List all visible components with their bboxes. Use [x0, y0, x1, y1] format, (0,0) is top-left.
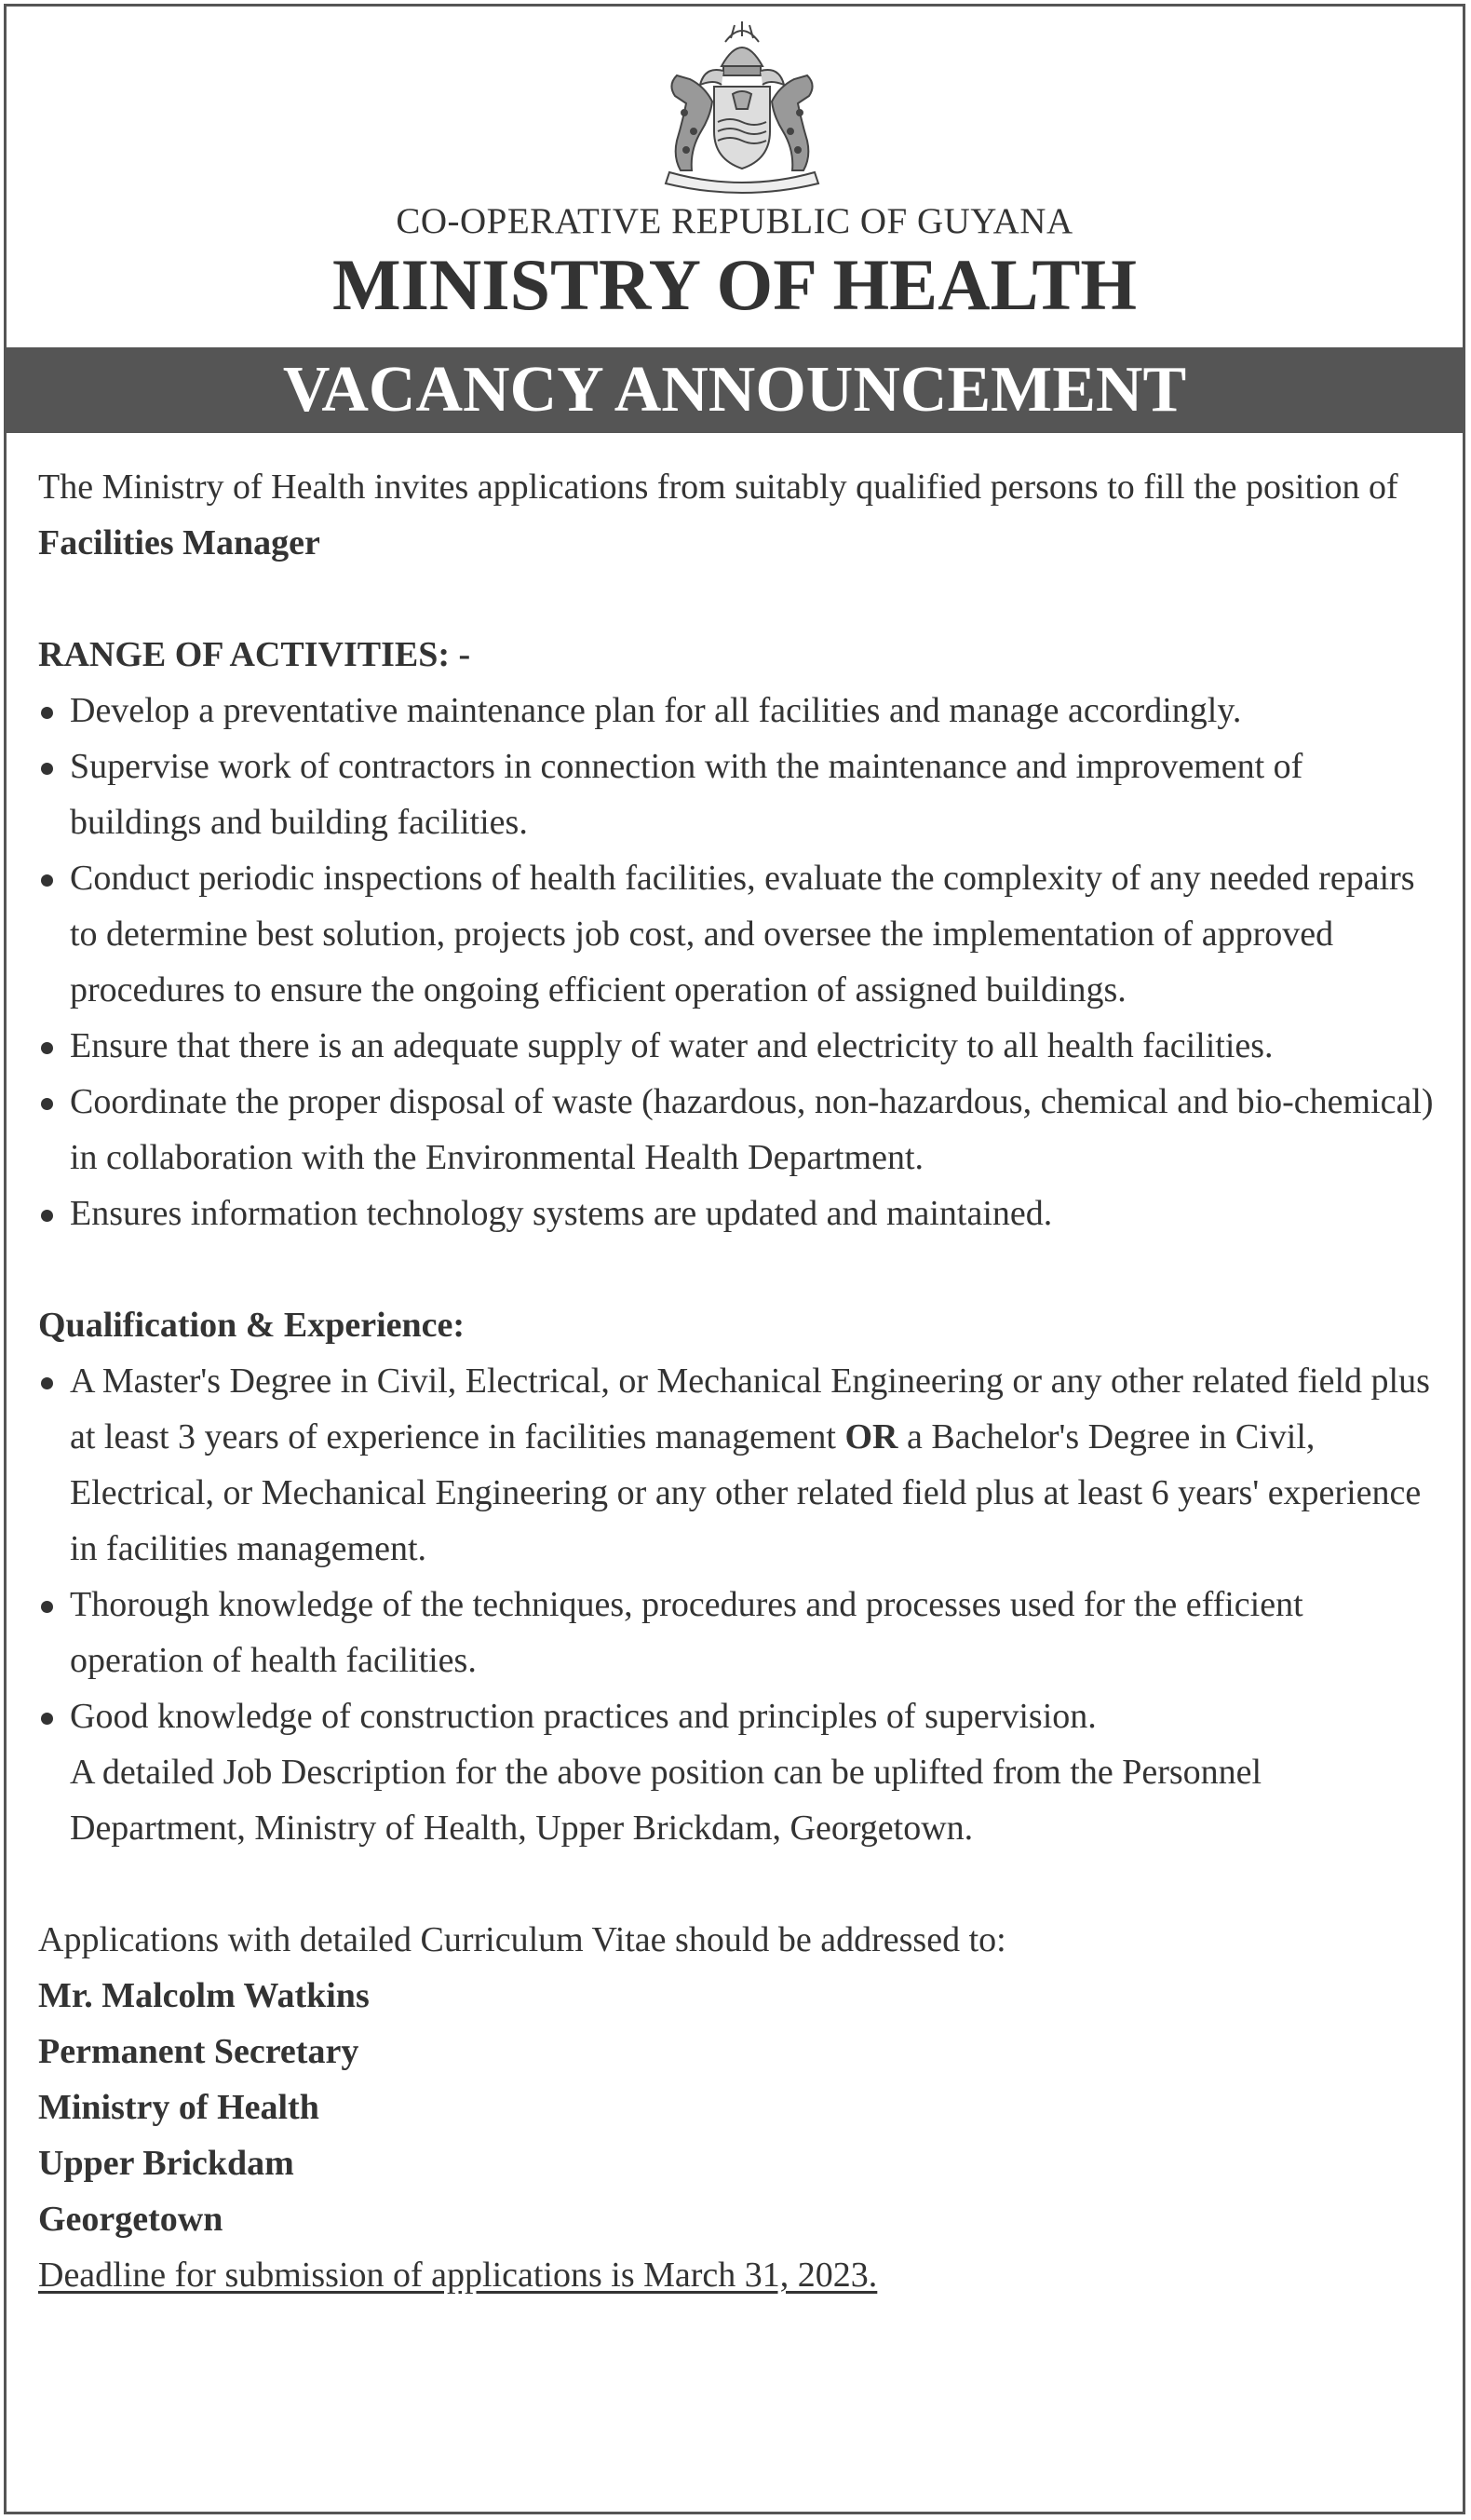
qualification-text: A Master's Degree in Civil, Electrical, or Mechanical Engineering or any other related field plus at least 3 years of experience in facilities management — [70, 1362, 1430, 1456]
list-item: Ensure that there is an adequate supply of water and electricity to all health facilities. — [38, 1018, 1435, 1074]
list-item: Supervise work of contractors in connection with the maintenance and improvement of buildings and building facilities. — [38, 738, 1435, 850]
addressee-title: Permanent Secretary — [38, 2032, 359, 2071]
list-item: Thorough knowledge of the techniques, procedures and processes used for the efficient operation of health facilities. — [38, 1577, 1435, 1688]
addressee-city: Georgetown — [38, 2200, 223, 2239]
vacancy-advertisement — [4, 4, 1465, 2514]
activities-list — [38, 683, 1435, 1241]
vacancy-banner: VACANCY ANNOUNCEMENT — [7, 347, 1463, 433]
position-title: Facilities Manager — [38, 523, 320, 562]
list-item — [38, 1688, 1435, 1856]
job-description-note: A detailed Job Description for the above position can be uplifted from the Personnel Department, Ministry of Health, Upper Brickdam, Georgetown. — [70, 1753, 1262, 1848]
or-emphasis: OR — [844, 1417, 898, 1456]
ministry-title: MINISTRY OF HEALTH — [331, 244, 1138, 325]
announcement-body — [38, 459, 1435, 2303]
addressee-name: Mr. Malcolm Watkins — [38, 1976, 370, 2015]
list-item: Develop a preventative maintenance plan for all facilities and manage accordingly. — [38, 683, 1435, 738]
addressee-street: Upper Brickdam — [38, 2144, 294, 2183]
submission-deadline: Deadline for submission of applications is March 31, 2023. — [38, 2256, 878, 2295]
addressee-organization: Ministry of Health — [38, 2088, 319, 2127]
activities-heading: RANGE OF ACTIVITIES: - — [38, 635, 471, 674]
qualification-text: a Bachelor's Degree in Civil, Electrical, or Mechanical Engineering or any other related field plus at least 6 years' experience in facilities management. — [70, 1417, 1422, 1568]
list-item: Ensures information technology systems are updated and maintained. — [38, 1185, 1435, 1241]
country-name: CO-OPERATIVE REPUBLIC OF GUYANA — [396, 201, 1073, 241]
list-item: Conduct periodic inspections of health facilities, evaluate the complexity of any needed repairs to determine best solution, projects job cost, and oversee the implementation of approved procedures to ensure the ongoing efficient operation of assigned buildings. — [38, 850, 1435, 1018]
qualifications-list — [38, 1353, 1435, 1856]
intro-text: The Ministry of Health invites applications from suitably qualified persons to fill the position of — [38, 467, 1398, 507]
intro-paragraph — [38, 459, 1435, 571]
qualification-text: Good knowledge of construction practices and principles of supervision. — [70, 1697, 1097, 1736]
guyana-coat-of-arms — [649, 20, 835, 196]
list-item — [38, 1353, 1435, 1577]
applications-intro: Applications with detailed Curriculum Vitae should be addressed to: — [38, 1920, 1006, 1959]
qualifications-heading: Qualification & Experience: — [38, 1306, 466, 1345]
list-item: Coordinate the proper disposal of waste (hazardous, non-hazardous, chemical and bio-chemical) in collaboration with the Environmental Health Department. — [38, 1074, 1435, 1185]
